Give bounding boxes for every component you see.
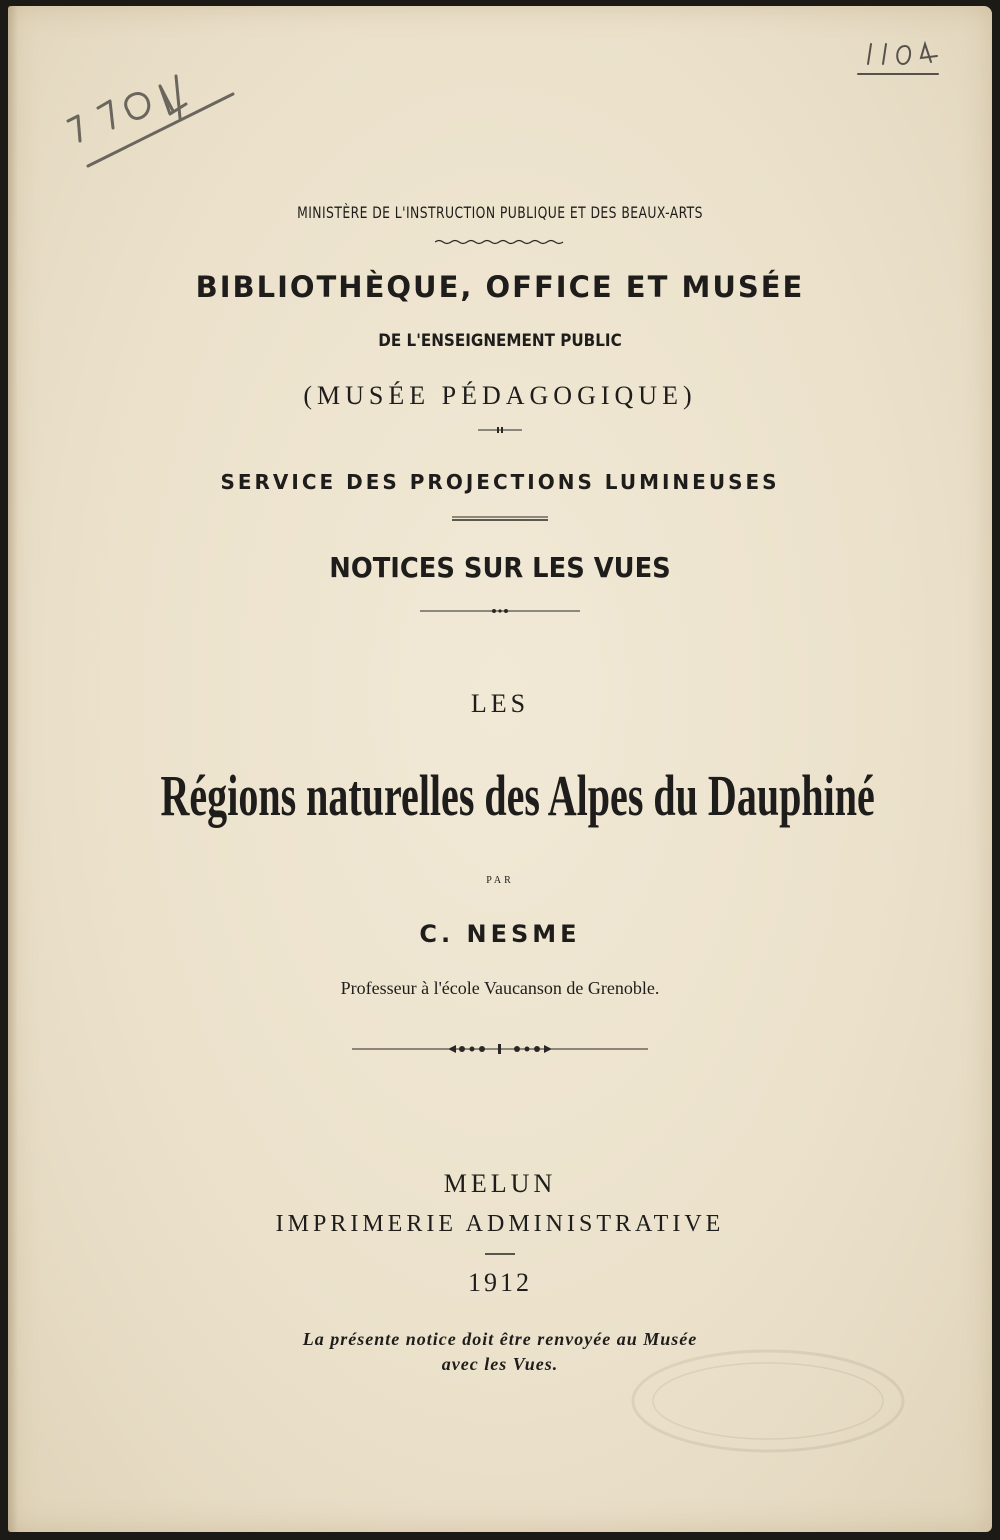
imprint-printer: IMPRIMERIE ADMINISTRATIVE: [275, 1211, 725, 1237]
handwritten-number-left: [58, 66, 258, 176]
decorative-divider: [8, 1043, 992, 1055]
imprint-city: MELUN: [443, 1169, 557, 1198]
library-heading: BIBLIOTHÈQUE, OFFICE ET MUSÉE: [195, 270, 805, 304]
faint-library-stamp: [628, 1346, 908, 1456]
notices-heading: NOTICES SUR LES VUES: [329, 551, 671, 584]
return-notice-line-2: avec les Vues.: [441, 1354, 559, 1374]
author-affiliation: Professeur à l'école Vaucanson de Grenoble.: [340, 978, 660, 998]
ministry-heading: MINISTÈRE DE L'INSTRUCTION PUBLIQUE ET DES BEAUX-ARTS: [297, 203, 703, 222]
title-page: [8, 6, 992, 1532]
projection-service-heading: SERVICE DES PROJECTIONS LUMINEUSES: [220, 470, 780, 494]
dotted-rule-ornament: [8, 606, 992, 616]
return-notice-line-1: La présente notice doit être renvoyée au Musée: [302, 1329, 698, 1349]
short-rule: [8, 1252, 992, 1256]
main-title: Régions naturelles des Alpes du Dauphiné: [160, 763, 875, 828]
title-article: LES: [470, 689, 530, 718]
double-rule: [8, 516, 992, 522]
wavy-rule: [8, 238, 992, 246]
author-name: C. NESME: [419, 920, 581, 948]
pedagogical-museum-heading: (MUSÉE PÉDAGOGIQUE): [303, 381, 697, 410]
handwritten-number-right: [853, 36, 953, 81]
imprint-year: 1912: [468, 1268, 532, 1297]
small-rule-ornament: [8, 426, 992, 434]
public-education-subheading: DE L'ENSEIGNEMENT PUBLIC: [378, 331, 622, 350]
by-label: PAR: [486, 875, 514, 886]
